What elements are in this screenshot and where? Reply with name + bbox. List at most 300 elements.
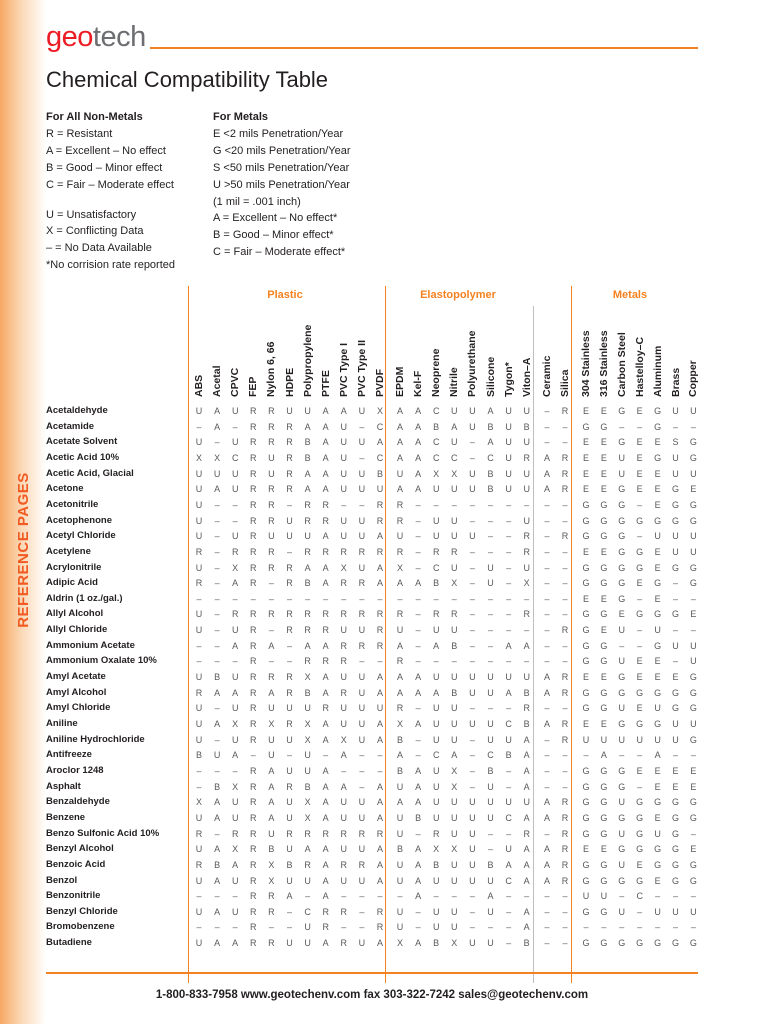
rating-cell: A: [214, 719, 221, 729]
rating-cell: –: [359, 421, 365, 432]
rating-cell: –: [544, 765, 550, 776]
rating-cell: U: [432, 515, 440, 526]
rating-cell: R: [250, 797, 257, 808]
rating-cell: A: [322, 812, 329, 823]
rating-cell: G: [636, 844, 644, 855]
rating-cell: A: [322, 891, 329, 902]
rating-cell: U: [469, 406, 476, 416]
rating-cell: –: [562, 781, 568, 792]
rating-cell: U: [286, 515, 293, 526]
rating-cell: –: [672, 656, 678, 667]
rating-cell: B: [487, 421, 494, 432]
rating-cell: E: [636, 656, 643, 667]
chemical-name: Antifreeze: [46, 749, 92, 761]
rating-cell: –: [544, 625, 550, 636]
rating-cell: R: [358, 859, 366, 870]
rating-cell: G: [618, 875, 626, 886]
rating-cell: U: [195, 734, 203, 745]
rating-cell: –: [268, 625, 274, 636]
rating-cell: A: [232, 859, 239, 870]
rating-cell: A: [433, 640, 440, 651]
rating-cell: –: [359, 750, 365, 761]
rating-cell: R: [561, 452, 569, 463]
rating-cell: R: [396, 609, 404, 620]
rating-cell: U: [286, 844, 293, 855]
rating-cell: G: [671, 687, 679, 698]
rating-cell: A: [451, 421, 458, 432]
rating-cell: R: [286, 421, 293, 432]
rating-cell: –: [544, 640, 550, 651]
rating-cell: G: [600, 703, 608, 714]
rating-cell: E: [600, 593, 607, 604]
rating-cell: U: [231, 406, 239, 416]
rating-cell: –: [268, 593, 274, 604]
column-header-label: Tygon*: [502, 362, 515, 397]
rating-cell: R: [250, 938, 257, 949]
legend-line: – = No Data Available: [46, 242, 152, 255]
rating-cell: E: [600, 406, 607, 416]
rating-cell: X: [268, 719, 275, 729]
rating-cell: R: [250, 922, 257, 933]
chemical-name: Allyl Chloride: [46, 624, 108, 636]
rating-cell: –: [619, 750, 625, 761]
rating-cell: G: [582, 625, 590, 636]
rating-cell: –: [544, 406, 550, 416]
rating-cell: R: [561, 828, 569, 839]
rating-cell: U: [505, 797, 512, 808]
rating-cell: B: [433, 421, 440, 432]
rating-cell: R: [376, 609, 384, 620]
rating-cell: U: [672, 546, 679, 557]
rating-cell: U: [286, 406, 293, 416]
rating-cell: A: [268, 687, 275, 698]
column-header-label: Nylon 6, 66: [265, 341, 278, 397]
rating-cell: A: [376, 578, 383, 589]
rating-cell: R: [523, 531, 530, 542]
legend-line: R = Resistant: [46, 127, 113, 140]
rating-cell: U: [358, 437, 366, 448]
rating-cell: –: [469, 640, 475, 651]
rating-cell: –: [544, 750, 550, 761]
rating-cell: U: [451, 531, 458, 542]
rating-cell: –: [487, 515, 493, 526]
rating-cell: –: [544, 593, 550, 604]
rating-cell: –: [637, 531, 643, 542]
rating-cell: G: [582, 703, 590, 714]
rating-cell: –: [583, 750, 589, 761]
rating-cell: G: [671, 875, 679, 886]
column-header-label: Silica: [559, 369, 571, 397]
rating-cell: A: [487, 891, 494, 902]
rating-cell: –: [506, 891, 512, 902]
rating-cell: X: [396, 719, 403, 729]
rating-cell: –: [487, 656, 493, 667]
rating-cell: –: [487, 640, 493, 651]
rating-cell: R: [250, 406, 257, 416]
rating-cell: U: [195, 938, 203, 949]
rating-cell: U: [340, 421, 348, 432]
rating-cell: X: [304, 719, 311, 729]
rating-cell: U: [231, 468, 239, 479]
rating-cell: R: [376, 906, 384, 917]
rating-cell: B: [195, 750, 202, 761]
rating-cell: –: [196, 891, 202, 902]
rating-cell: G: [582, 609, 590, 620]
rating-cell: –: [214, 625, 220, 636]
rating-cell: A: [268, 797, 275, 808]
rating-cell: R: [286, 687, 293, 698]
rating-cell: G: [600, 531, 608, 542]
rating-cell: –: [286, 499, 292, 510]
column-header-label: ABS: [193, 374, 205, 397]
rating-cell: R: [268, 499, 275, 510]
rating-cell: A: [396, 421, 403, 432]
rating-cell: U: [618, 859, 626, 870]
rating-cell: U: [231, 734, 239, 745]
rating-cell: –: [506, 499, 512, 510]
chemical-name: Benzo Sulfonic Acid 10%: [46, 827, 160, 839]
rating-cell: U: [487, 781, 494, 792]
rating-cell: –: [506, 906, 512, 917]
rating-cell: G: [654, 844, 662, 855]
rating-cell: –: [250, 593, 256, 604]
rating-cell: –: [469, 656, 475, 667]
rating-cell: E: [636, 578, 643, 589]
rating-cell: R: [304, 499, 311, 510]
rating-cell: –: [214, 531, 220, 542]
rating-cell: –: [469, 703, 475, 714]
rating-cell: A: [543, 844, 550, 855]
rating-cell: G: [671, 859, 679, 870]
rating-cell: –: [232, 765, 238, 776]
rating-cell: G: [618, 765, 626, 776]
legend-metals: [213, 109, 350, 261]
rating-cell: R: [358, 546, 366, 557]
column-header-label: Aluminum: [651, 345, 664, 397]
rating-cell: –: [562, 499, 568, 510]
rating-cell: A: [415, 891, 422, 902]
rating-cell: U: [358, 875, 366, 886]
rating-cell: G: [582, 781, 590, 792]
rating-cell: U: [672, 734, 679, 745]
rating-cell: U: [672, 452, 679, 463]
rating-cell: B: [451, 687, 458, 698]
rating-cell: R: [250, 625, 257, 636]
rating-cell: E: [690, 765, 697, 776]
rating-cell: –: [487, 625, 493, 636]
rating-cell: U: [451, 812, 458, 823]
rating-cell: R: [231, 828, 239, 839]
rating-cell: U: [340, 797, 348, 808]
rating-cell: G: [582, 531, 590, 542]
rating-cell: A: [304, 421, 311, 432]
rating-cell: –: [469, 437, 475, 448]
rating-cell: G: [582, 578, 590, 589]
rating-cell: U: [505, 844, 512, 855]
rating-cell: –: [415, 531, 421, 542]
rating-cell: G: [582, 765, 590, 776]
rating-cell: R: [304, 515, 311, 526]
rating-cell: A: [543, 797, 550, 808]
rating-cell: X: [232, 562, 239, 573]
rating-cell: U: [487, 812, 494, 823]
rating-cell: G: [689, 562, 697, 573]
chemical-name: Ammonium Acetate: [46, 639, 135, 651]
rating-cell: A: [322, 578, 329, 589]
rating-cell: R: [286, 468, 293, 479]
rating-cell: E: [672, 781, 679, 792]
rating-cell: G: [618, 578, 626, 589]
rating-cell: G: [600, 797, 608, 808]
rating-cell: U: [268, 452, 275, 463]
rating-cell: E: [600, 625, 607, 636]
rating-cell: U: [672, 406, 679, 416]
rating-cell: R: [561, 859, 569, 870]
rating-cell: U: [654, 906, 661, 917]
rating-cell: U: [690, 406, 697, 416]
rating-cell: R: [322, 828, 329, 839]
rating-cell: –: [487, 844, 493, 855]
rating-cell: –: [506, 593, 512, 604]
rating-cell: –: [487, 499, 493, 510]
rating-cell: –: [196, 593, 202, 604]
rating-cell: R: [195, 546, 203, 557]
rating-cell: U: [432, 703, 440, 714]
chemical-name: Benzoic Acid: [46, 858, 106, 870]
rating-cell: G: [671, 797, 679, 808]
rating-cell: –: [415, 593, 421, 604]
rating-cell: G: [600, 875, 608, 886]
rating-cell: X: [195, 797, 202, 808]
rating-cell: A: [396, 750, 403, 761]
rating-cell: B: [523, 687, 530, 698]
reference-pages-label: REFERENCE PAGES: [15, 472, 32, 628]
rating-cell: A: [322, 844, 329, 855]
rating-cell: A: [322, 687, 329, 698]
rating-cell: B: [433, 859, 440, 870]
rating-cell: U: [231, 906, 239, 917]
rating-cell: –: [562, 609, 568, 620]
rating-cell: –: [415, 828, 421, 839]
rating-cell: E: [600, 452, 607, 463]
rating-cell: U: [195, 609, 203, 620]
rating-cell: G: [636, 828, 644, 839]
rating-cell: U: [268, 828, 275, 839]
rating-cell: –: [433, 499, 439, 510]
rating-cell: U: [358, 672, 366, 683]
legend-line: (1 mil = .001 inch): [213, 195, 301, 208]
column-header-label: Silicone: [484, 356, 497, 397]
rating-cell: –: [562, 922, 568, 933]
rating-cell: R: [286, 781, 293, 792]
chemical-name: Aniline: [46, 718, 78, 729]
rating-cell: E: [636, 406, 643, 416]
rating-cell: A: [415, 437, 422, 448]
rating-cell: –: [214, 703, 220, 714]
rating-cell: G: [636, 562, 644, 573]
rating-cell: U: [618, 797, 626, 808]
rating-cell: –: [562, 578, 568, 589]
rating-cell: A: [322, 672, 329, 683]
rating-cell: –: [305, 593, 311, 604]
rating-cell: A: [415, 578, 422, 589]
rating-cell: E: [582, 452, 589, 463]
rating-cell: E: [600, 437, 607, 448]
rating-cell: –: [196, 922, 202, 933]
rating-cell: A: [376, 844, 383, 855]
rating-cell: A: [322, 406, 329, 416]
rating-cell: U: [432, 812, 440, 823]
rating-cell: G: [618, 781, 626, 792]
rating-cell: U: [487, 719, 494, 729]
rating-cell: –: [469, 452, 475, 463]
column-header-label: HDPE: [283, 367, 296, 397]
rating-cell: X: [376, 406, 383, 416]
rating-cell: G: [618, 562, 626, 573]
rating-cell: U: [358, 797, 366, 808]
rating-cell: –: [397, 891, 403, 902]
rating-cell: –: [305, 891, 311, 902]
rating-cell: U: [396, 468, 404, 479]
rating-cell: R: [432, 828, 440, 839]
rating-cell: E: [600, 672, 607, 683]
rating-cell: U: [487, 938, 494, 949]
rating-cell: R: [304, 859, 311, 870]
rating-cell: A: [214, 484, 221, 495]
rating-cell: U: [451, 515, 458, 526]
rating-cell: A: [376, 938, 383, 949]
rating-cell: A: [396, 484, 403, 495]
rating-cell: C: [487, 750, 494, 761]
rating-cell: G: [582, 797, 590, 808]
rating-cell: U: [451, 828, 458, 839]
rating-cell: A: [232, 640, 239, 651]
rating-cell: U: [268, 531, 275, 542]
rating-cell: R: [523, 703, 530, 714]
rating-cell: –: [690, 828, 696, 839]
rating-cell: G: [654, 609, 662, 620]
rating-cell: G: [582, 562, 590, 573]
rating-cell: C: [432, 437, 440, 448]
rating-cell: –: [415, 609, 421, 620]
rating-cell: –: [397, 593, 403, 604]
rating-cell: U: [672, 531, 679, 542]
rating-cell: R: [231, 546, 239, 557]
rating-cell: R: [304, 625, 311, 636]
rating-cell: R: [250, 656, 257, 667]
rating-cell: U: [231, 812, 239, 823]
rating-cell: U: [340, 515, 348, 526]
rating-cell: G: [600, 938, 608, 949]
rating-cell: G: [636, 797, 644, 808]
rating-cell: A: [322, 765, 329, 776]
rating-cell: –: [506, 546, 512, 557]
rating-cell: G: [582, 515, 590, 526]
legend-line: C = Fair – Moderate effect: [46, 178, 174, 191]
legend-line: E <2 mils Penetration/Year: [213, 127, 344, 140]
rating-cell: G: [582, 640, 590, 651]
rating-cell: –: [506, 562, 512, 573]
rating-cell: –: [268, 922, 274, 933]
rating-cell: U: [505, 421, 512, 432]
rating-cell: G: [618, 406, 626, 416]
rating-cell: C: [487, 452, 494, 463]
rating-cell: R: [250, 828, 257, 839]
rating-cell: –: [433, 593, 439, 604]
rating-cell: G: [600, 656, 608, 667]
rating-cell: U: [469, 672, 476, 683]
chemical-name: Acetic Acid, Glacial: [46, 467, 134, 479]
rating-cell: G: [636, 938, 644, 949]
rating-cell: R: [340, 938, 348, 949]
rating-cell: X: [214, 452, 221, 463]
rating-cell: U: [487, 562, 494, 573]
chemical-name: Asphalt: [46, 780, 81, 792]
rating-cell: B: [304, 452, 311, 463]
rating-cell: X: [396, 562, 403, 573]
rating-cell: G: [600, 859, 608, 870]
rating-cell: A: [523, 734, 530, 745]
rating-cell: –: [544, 421, 550, 432]
rating-cell: –: [323, 593, 329, 604]
rating-cell: U: [286, 734, 293, 745]
rating-cell: R: [268, 562, 275, 573]
rating-cell: –: [544, 578, 550, 589]
rating-cell: E: [690, 844, 697, 855]
rating-cell: U: [358, 844, 366, 855]
rating-cell: –: [323, 750, 329, 761]
rating-cell: B: [523, 938, 530, 949]
rating-cell: U: [582, 734, 590, 745]
rating-cell: U: [195, 515, 203, 526]
rating-cell: U: [451, 797, 458, 808]
rating-cell: U: [451, 719, 458, 729]
rating-cell: G: [618, 812, 626, 823]
rating-cell: U: [340, 703, 348, 714]
rating-cell: A: [543, 719, 550, 729]
rating-cell: B: [523, 719, 530, 729]
rating-cell: R: [561, 625, 569, 636]
rating-cell: R: [286, 719, 293, 729]
rating-cell: G: [654, 859, 662, 870]
rating-cell: U: [505, 672, 512, 683]
rating-cell: G: [689, 499, 697, 510]
rating-cell: R: [396, 499, 404, 510]
rating-cell: R: [432, 546, 440, 557]
rating-cell: E: [582, 484, 589, 495]
rating-cell: B: [505, 750, 512, 761]
chemical-name: Benzyl Alcohol: [46, 843, 114, 855]
rating-cell: U: [340, 812, 348, 823]
chemical-name: Aroclor 1248: [46, 764, 104, 776]
rating-cell: U: [523, 468, 530, 479]
rating-cell: –: [341, 765, 347, 776]
rating-cell: –: [214, 656, 220, 667]
rating-cell: R: [268, 484, 275, 495]
rating-cell: G: [618, 938, 626, 949]
rating-cell: U: [505, 484, 512, 495]
rating-cell: B: [396, 765, 403, 776]
rating-cell: G: [671, 828, 679, 839]
legend-line: A = Excellent – No effect: [46, 144, 166, 157]
rating-cell: –: [286, 640, 292, 651]
rating-cell: R: [358, 609, 366, 620]
rating-cell: –: [487, 593, 493, 604]
rating-cell: U: [396, 828, 404, 839]
rating-cell: –: [214, 640, 220, 651]
rating-cell: E: [690, 781, 697, 792]
rating-cell: G: [618, 593, 626, 604]
